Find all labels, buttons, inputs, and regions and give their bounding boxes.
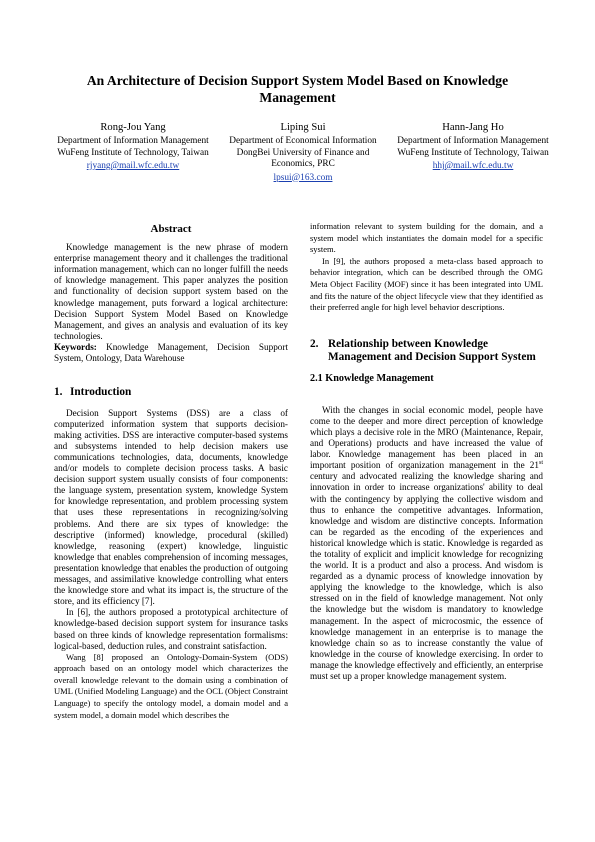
intro-paragraph-3: Wang [8] proposed an Ontology-Domain-System (ODS) approach based on an ontology model which characterizes the overall knowledge relevant to the domain using a combination of UML (Unified Modeling Language) and the OCL (Object Constraint Language) to specify the ontology model, a domain model and a system model, a domain model which describes the (54, 651, 289, 720)
km-text-part-1: With the changes in social economic model, people have come to the deeper and more direct perception of knowledge which plays a decisive role in the MRO (Maintenance, Repair, and Operations) products and have increased the value of labor. Knowledge management has been placed in an important position of organization management in the 21 (310, 404, 543, 471)
keywords (54, 342, 288, 364)
subsection-title: Knowledge Management (325, 372, 434, 384)
author-affiliation: DongBei University of Finance and Economics, PRC (236, 147, 370, 169)
author-department: Department of Information Management (397, 136, 549, 146)
abstract-heading: Abstract (150, 223, 192, 235)
paper-title: An Architecture of Decision Support System Model Based on Knowledge Management (86, 73, 509, 105)
author-affiliation: WuFeng Institute of Technology, Taiwan (57, 147, 209, 158)
right-paragraph-1: information relevant to system building for the domain, and a system model which instantiates the domain model for a specific system. (310, 221, 543, 255)
section-1-heading (54, 386, 288, 400)
subsection-number: 2.1 (310, 372, 323, 384)
abstract-body: Knowledge management is the new phrase of modern enterprise management theory and it challenges the traditional information management, which can no longer fulfill the needs of knowledge management. This paper analyzes the position and functionality of decision support system based on the knowledge management, puts forward a logical architecture: Decision Support System Model Based on Knowledge Management, and gives an analysis and evaluation of its key technologies. (54, 242, 288, 341)
author-name: Rong-Jou Yang (100, 122, 166, 133)
section-title: Relationship between Knowledge Management and Decision Support System (328, 337, 536, 364)
section-number: 1. (54, 386, 63, 399)
intro-paragraph-2: In [6], the authors proposed a prototypical architecture of knowledge-based decision support system for insurance tasks based on three kinds of knowledge representation formalisms: logical-based, deduction rules, and constraint satisfaction. (54, 607, 288, 651)
author-1 (48, 121, 218, 173)
right-column (310, 221, 543, 682)
section-title: Introduction (70, 386, 132, 399)
author-department: Department of Economical Information (229, 136, 377, 146)
km-paragraph (310, 405, 543, 682)
author-department: Department of Information Management (57, 136, 209, 146)
author-3 (388, 121, 558, 173)
subsection-2-1-heading (310, 373, 543, 385)
author-name: Hann-Jang Ho (442, 122, 504, 133)
author-2 (218, 121, 388, 184)
section-number: 2. (310, 337, 319, 350)
author-affiliation: WuFeng Institute of Technology, Taiwan (397, 147, 549, 158)
keywords-text: Knowledge Management, Decision Support System, Ontology, Data Warehouse (54, 341, 288, 364)
author-email-link[interactable]: hhj@mail.wfc.edu.tw (432, 161, 514, 171)
right-paragraph-2: In [9], the authors proposed a meta-class based approach to behavior integration, which can be described through the OMG Meta Object Facility (MOF) since it has been integrated into UML and fits the nature of the object lifecycle view that they identified as their preferred angle for high level behavior descriptions. (310, 255, 543, 313)
author-email-link[interactable]: lpsui@163.com (273, 172, 333, 183)
keywords-label: Keywords: (54, 341, 97, 352)
left-column (54, 224, 288, 721)
author-email-link[interactable]: rjyang@mail.wfc.edu.tw (86, 161, 180, 171)
section-2-heading (310, 338, 543, 365)
km-text-part-2: century and advocated realizing the knowledge sharing and innovation in order to increase organizations' ability to deal with the contingency by applying the collective wisdom and thus to enhance the competitive advantages. Information, knowledge and wisdom are distinctive concepts. Information can be regarded as the encoding of the experiences and historical knowledge which is static. Knowledge is regarded as the totality of explicit and implicit knowledge for recognizing the world. It is a product and also a process. And wisdom is regarded as a dynamic process of knowledge innovation by applying the knowledge to the knowledge, which is also stressed on in the field of knowledge management. Not only the knowledge but the wisdom is mandatory to knowledge management. In the aspect of microcosmic, the essence of knowledge management in an enterprise is to manage the knowledge chain so as to increase constantly the value of knowledge in the course of knowledge exercising. In order to manage the knowledge effectively and efficiently, an enterprise must set up a proper knowledge management system. (310, 471, 543, 681)
superscript: st (538, 460, 543, 467)
intro-paragraph-1: Decision Support Systems (DSS) are a class of computerized information system that supports decision-making activities. DSS are interactive computer-based systems and subsystems intended to help decision makers use communications technologies, data, documents, knowledge and/or models to complete decision process tasks. A basic decision support system usually consists of four components: the language system, presentation system, knowledge System for knowledge representation, and problem processing system that uses these representations in recognizing/solving problems. And there are six types of knowledge: the descriptive (informed) knowledge, procedural (skilled) knowledge, reasoning (expert) knowledge, linguistic knowledge that enables comprehension of incoming messages, presentation knowledge that enables the production of outgoing messages, and assimilative knowledge controlling what enters the knowledge store and what its impact is, the structure of the store, and its efficiency [7]. (54, 407, 288, 607)
author-name: Liping Sui (280, 122, 326, 133)
